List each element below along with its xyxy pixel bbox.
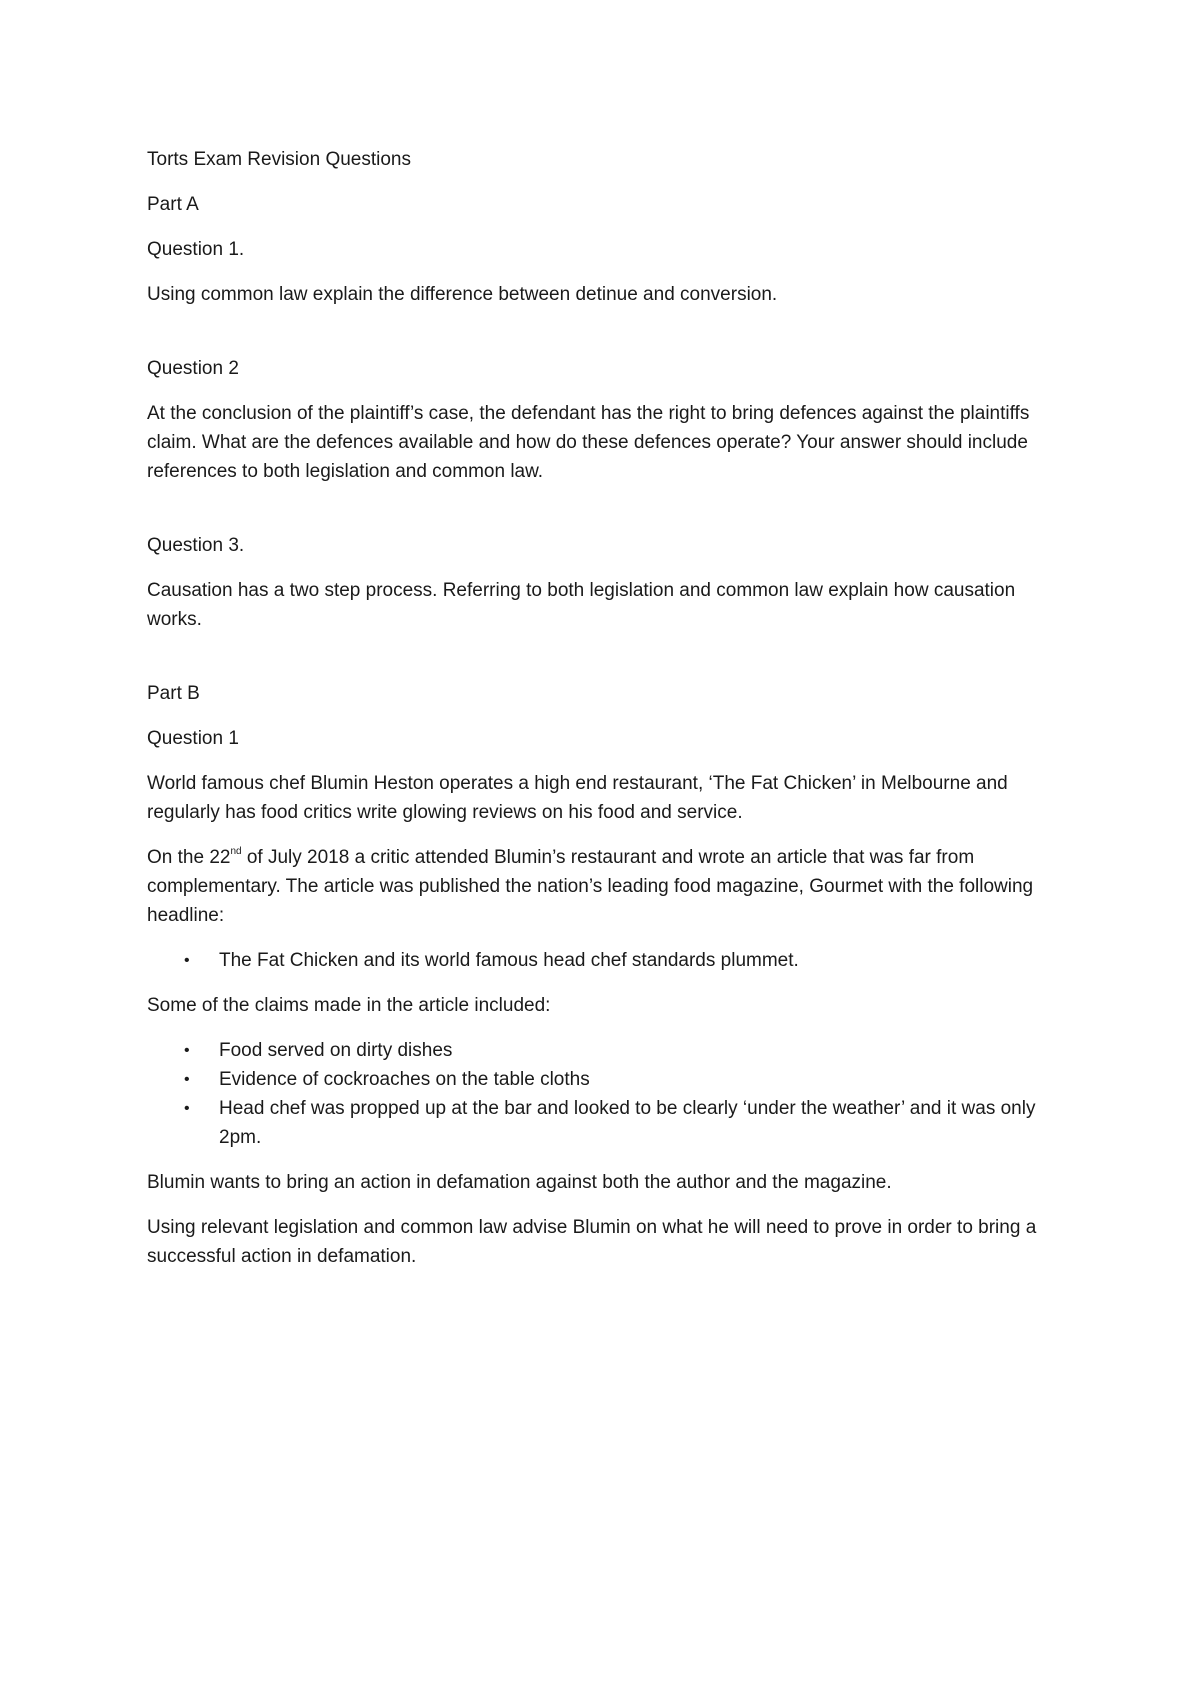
list-item [147, 1036, 1067, 1065]
claims-intro: Some of the claims made in the article included: [147, 995, 551, 1016]
bullet-icon: • [184, 952, 190, 969]
part-b-question-1-label: Question 1 [147, 728, 239, 749]
list-item [147, 1094, 1067, 1152]
part-a-question-1-label: Question 1. [147, 239, 245, 260]
claim-text: Head chef was propped up at the bar and looked to be clearly ‘under the weather’ and it was only 2pm. [219, 1098, 1036, 1148]
date-paragraph-rest: of July 2018 a critic attended Blumin’s restaurant and wrote an article that was far from complementary. The article was published the nation’s leading food magazine, Gourmet with the following headline: [147, 847, 1034, 926]
claim-text: Evidence of cockroaches on the table cloths [219, 1069, 590, 1090]
document-title: Torts Exam Revision Questions [147, 149, 411, 170]
bullet-icon: • [184, 1042, 190, 1059]
part-b-intro-paragraph: World famous chef Blumin Heston operates a high end restaurant, ‘The Fat Chicken’ in Melbourne and regularly has food critics write glowing reviews on his food and service. [147, 773, 1008, 823]
part-a-question-1-text: Using common law explain the difference between detinue and conversion. [147, 284, 778, 305]
part-b-date-paragraph [147, 843, 1067, 930]
list-item [147, 946, 1067, 975]
list-item [147, 1065, 1067, 1094]
part-a-question-3-label: Question 3. [147, 535, 245, 556]
bullet-icon: • [184, 1071, 190, 1088]
task-paragraph: Using relevant legislation and common law advise Blumin on what he will need to prove in order to bring a successful action in defamation. [147, 1217, 1037, 1267]
claims-list [147, 1036, 1067, 1152]
part-a-heading: Part A [147, 194, 199, 215]
headline-text: The Fat Chicken and its world famous head chef standards plummet. [219, 950, 799, 971]
part-a-question-3-text: Causation has a two step process. Referring to both legislation and common law explain how causation works. [147, 580, 1016, 630]
part-a-question-2-label: Question 2 [147, 358, 239, 379]
date-prefix: On the 22 [147, 847, 231, 868]
part-b-heading: Part B [147, 683, 200, 704]
document-body [147, 145, 1067, 1287]
claim-text: Food served on dirty dishes [219, 1040, 453, 1061]
bullet-icon: • [184, 1100, 190, 1117]
part-a-question-2-text: At the conclusion of the plaintiff’s case, the defendant has the right to bring defences against the plaintiffs claim. What are the defences available and how do these defences operate? Your answer should include references to both legislation and common law. [147, 403, 1030, 482]
headline-list [147, 946, 1067, 975]
action-paragraph: Blumin wants to bring an action in defamation against both the author and the magazine. [147, 1172, 892, 1193]
date-ordinal-suffix: nd [230, 845, 242, 857]
